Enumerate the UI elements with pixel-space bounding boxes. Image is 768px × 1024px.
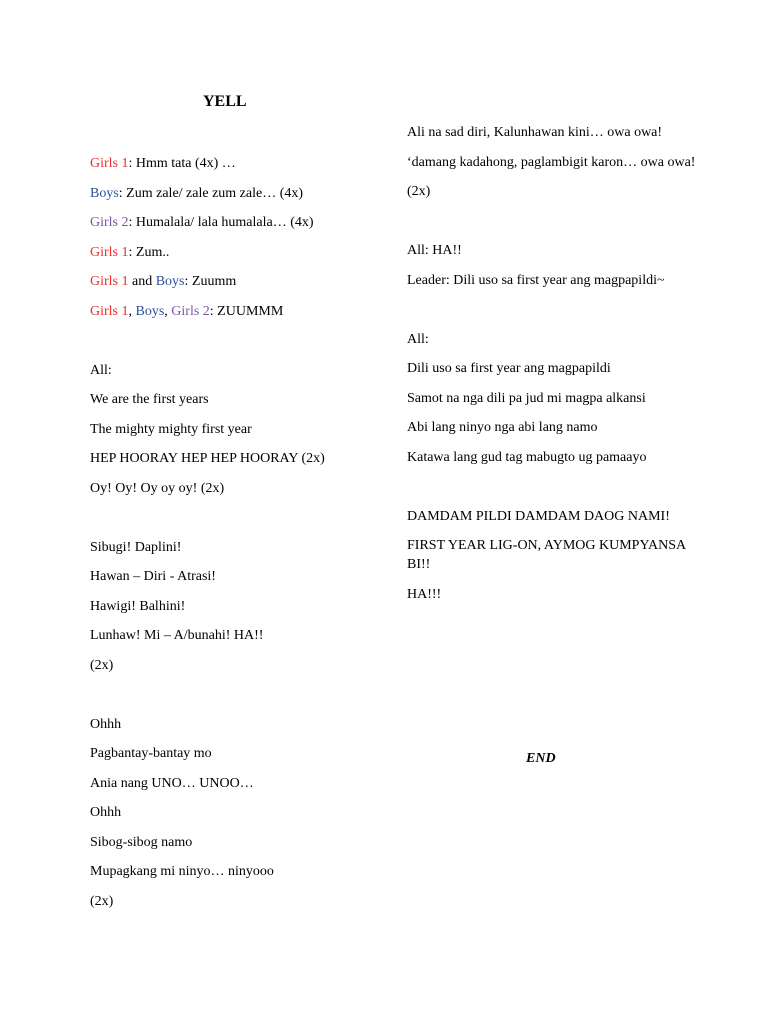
yell-line: FIRST YEAR LIG-ON, AYMOG KUMPYANSA BI!! [407, 538, 686, 572]
left-column [90, 154, 390, 921]
speaker-girls-2: Girls 2 [90, 215, 129, 230]
yell-line: Leader: Dili uso sa first year ang magpapildi~ [407, 272, 665, 288]
speaker-boys: Boys [155, 274, 185, 289]
yell-line: Samot na nga dili pa jud mi magpa alkansi [407, 390, 646, 406]
yell-line [90, 154, 390, 173]
yell-line [90, 272, 390, 291]
yell-line: Ohhh [90, 805, 122, 820]
speaker-girls-1: Girls 1 [90, 274, 129, 289]
yell-line: The mighty mighty first year [90, 421, 252, 437]
yell-line: HEP HOORAY HEP HEP HOORAY (2x) [90, 451, 325, 466]
yell-line [90, 302, 390, 321]
speaker-girls-1: Girls 1 [90, 244, 129, 260]
yell-line [90, 213, 390, 232]
yell-line: Oy! Oy! Oy oy oy! (2x) [90, 480, 225, 496]
line-text: : Humalala/ lala humalala… (4x) [128, 215, 314, 230]
line-text: : Zum zale/ zale zum zale… (4x) [118, 185, 304, 201]
yell-line: Hawigi! Balhini! [90, 598, 186, 614]
speaker-girls-2: Girls 2 [171, 303, 210, 319]
yell-line: All: [90, 362, 112, 378]
yell-line: Hawan – Diri - Atrasi! [90, 569, 216, 584]
yell-line: All: [407, 331, 429, 347]
yell-line: Ohhh [90, 716, 122, 732]
yell-line: Mupagkang mi ninyo… ninyooo [90, 864, 274, 879]
speaker-girls-1: Girls 1 [90, 156, 129, 171]
separator-text: , [128, 303, 136, 319]
connector-text: and [128, 274, 156, 289]
stanza-gap [90, 331, 390, 361]
yell-line [90, 243, 390, 262]
end-marker: END [526, 751, 556, 766]
yell-line: Ania nang UNO… UNOO… [90, 775, 254, 791]
yell-line: DAMDAM PILDI DAMDAM DAOG NAMI! [407, 508, 670, 524]
yell-line: Abi lang ninyo nga abi lang namo [407, 420, 598, 435]
yell-line: (2x) [90, 657, 114, 673]
stanza-gap [407, 300, 707, 330]
yell-line: ‘damang kadahong, paglambigit karon… owa owa! [407, 154, 696, 170]
yell-line: (2x) [407, 184, 431, 199]
page-title: YELL [203, 93, 247, 110]
speaker-girls-1: Girls 1 [90, 303, 129, 319]
line-text: : ZUUMMM [209, 303, 284, 319]
stanza-gap [90, 685, 390, 715]
yell-line: Dili uso sa first year ang magpapildi [407, 361, 611, 376]
yell-line: All: HA!! [407, 243, 462, 258]
yell-line: Sibog-sibog namo [90, 834, 193, 850]
line-text: : Hmm tata (4x) … [128, 156, 236, 171]
yell-line [90, 184, 390, 203]
yell-line: Katawa lang gud tag mabugto ug pamaayo [407, 449, 647, 465]
yell-line: Sibugi! Daplini! [90, 539, 182, 555]
stanza-gap [90, 508, 390, 538]
yell-line: HA!!! [407, 586, 442, 602]
speaker-boys: Boys [90, 185, 119, 201]
separator-text: , [164, 303, 172, 319]
yell-line: Lunhaw! Mi – A/bunahi! HA!! [90, 628, 264, 643]
yell-line: We are the first years [90, 392, 209, 407]
right-column [407, 123, 707, 614]
line-text: : Zum.. [128, 244, 170, 260]
line-text: : Zuumm [184, 274, 237, 289]
stanza-gap [407, 212, 707, 242]
speaker-boys: Boys [135, 303, 165, 319]
stanza-gap [407, 477, 707, 507]
yell-line: Pagbantay-bantay mo [90, 746, 212, 761]
yell-line: (2x) [90, 893, 114, 909]
yell-line: Ali na sad diri, Kalunhawan kini… owa owa! [407, 125, 663, 140]
